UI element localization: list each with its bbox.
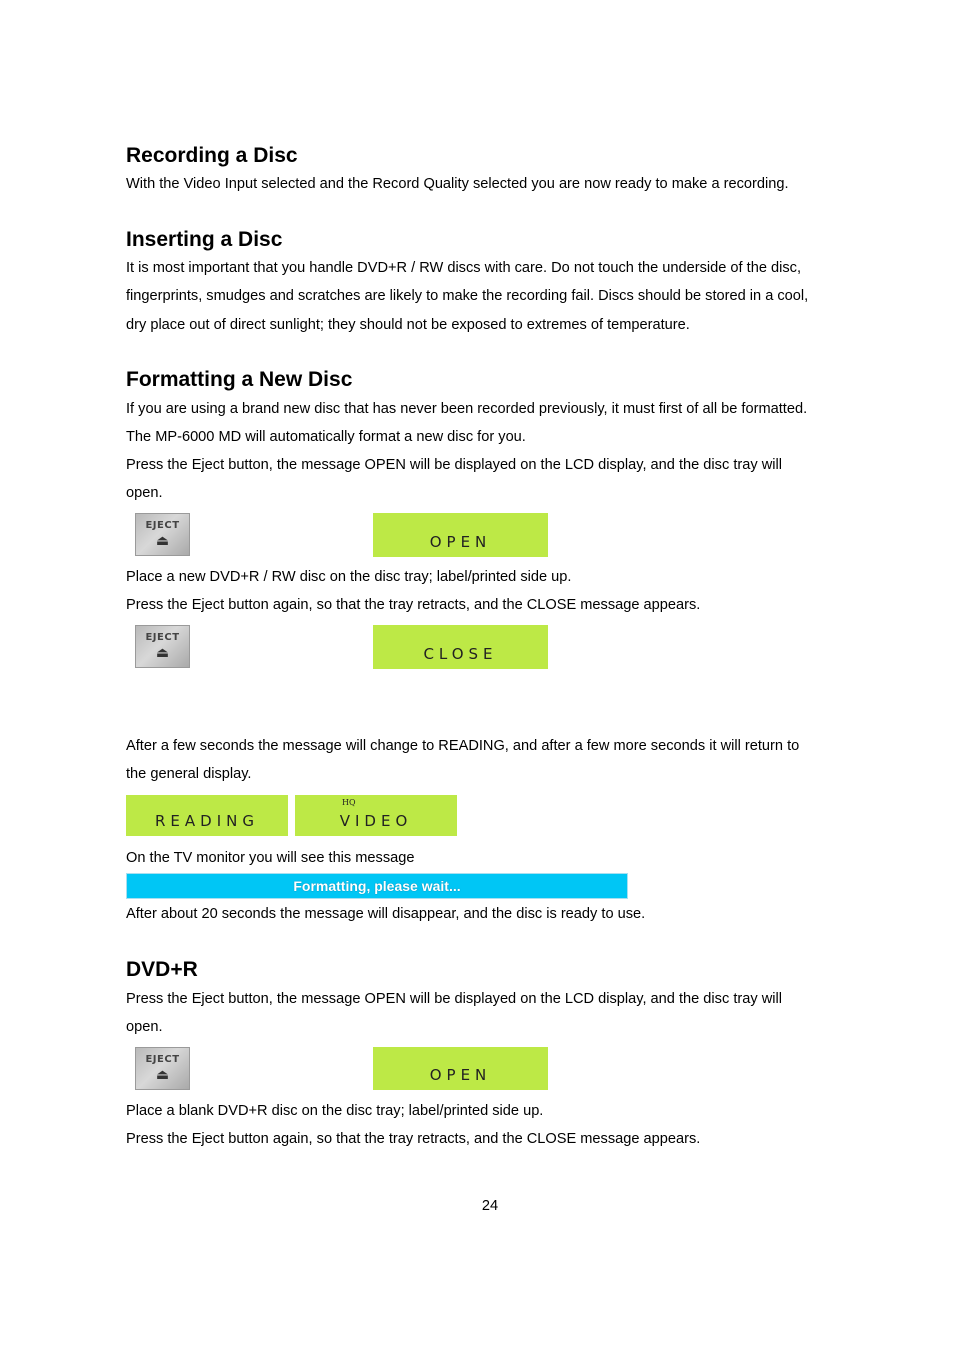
lcd-open-display bbox=[373, 513, 548, 557]
formatting-line-5: Place a new DVD+R / RW disc on the disc tray; label/printed side up. bbox=[126, 569, 572, 585]
lcd-reading-display bbox=[126, 795, 288, 836]
dvdr-line-3: Place a blank DVD+R disc on the disc tray; label/printed side up. bbox=[126, 1103, 544, 1119]
formatting-line-6: Press the Eject button again, so that the tray retracts, and the CLOSE message appears. bbox=[126, 597, 701, 613]
lcd-open-display bbox=[373, 1047, 548, 1090]
lcd-reading-text: READING bbox=[155, 812, 259, 830]
formatting-line-3: Press the Eject button, the message OPEN will be displayed on the LCD display, and the disc tray will bbox=[126, 457, 782, 473]
lcd-close-text: CLOSE bbox=[423, 645, 498, 663]
lcd-hq-indicator: HQ bbox=[342, 798, 356, 807]
inserting-line-3: dry place out of direct sunlight; they should not be exposed to extremes of temperature. bbox=[126, 317, 690, 333]
formatting-line-7: After a few seconds the message will change to READING, and after a few more seconds it will return to bbox=[126, 738, 800, 754]
page-number: 24 bbox=[481, 1198, 499, 1214]
inserting-line-2: fingerprints, smudges and scratches are likely to make the recording fail. Discs should be stored in a cool, bbox=[126, 288, 809, 304]
lcd-open-text: OPEN bbox=[429, 1066, 492, 1084]
eject-label: EJECT bbox=[145, 632, 180, 643]
dvdr-line-1: Press the Eject button, the message OPEN will be displayed on the LCD display, and the disc tray will bbox=[126, 991, 782, 1007]
eject-button-image bbox=[135, 1047, 190, 1090]
formatting-line-4: open. bbox=[126, 485, 163, 501]
tv-message-text: Formatting, please wait... bbox=[293, 878, 461, 894]
formatting-line-10: After about 20 seconds the message will disappear, and the disc is ready to use. bbox=[126, 906, 646, 922]
heading-formatting-a-new-disc: Formatting a New Disc bbox=[126, 368, 353, 391]
recording-paragraph: With the Video Input selected and the Record Quality selected you are now ready to make a recording. bbox=[126, 176, 789, 192]
eject-icon: ⏏ bbox=[155, 1066, 170, 1082]
dvdr-line-2: open. bbox=[126, 1019, 163, 1035]
formatting-line-8: the general display. bbox=[126, 766, 252, 782]
heading-recording-a-disc: Recording a Disc bbox=[126, 144, 298, 167]
lcd-video-display bbox=[295, 795, 457, 836]
eject-icon: ⏏ bbox=[155, 532, 170, 548]
formatting-line-1: If you are using a brand new disc that has never been recorded previously, it must first of all be formatted. bbox=[126, 401, 808, 417]
heading-dvd-r: DVD+R bbox=[126, 958, 198, 981]
eject-icon: ⏏ bbox=[155, 644, 170, 660]
eject-label: EJECT bbox=[145, 1054, 180, 1065]
formatting-line-2: The MP-6000 MD will automatically format a new disc for you. bbox=[126, 429, 526, 445]
lcd-close-display bbox=[373, 625, 548, 669]
eject-button-image bbox=[135, 513, 190, 556]
dvdr-line-4: Press the Eject button again, so that the tray retracts, and the CLOSE message appears. bbox=[126, 1131, 701, 1147]
eject-label: EJECT bbox=[145, 520, 180, 531]
lcd-video-text: VIDEO bbox=[339, 812, 413, 830]
heading-inserting-a-disc: Inserting a Disc bbox=[126, 228, 283, 251]
formatting-line-9: On the TV monitor you will see this message bbox=[126, 850, 415, 866]
inserting-line-1: It is most important that you handle DVD+R / RW discs with care. Do not touch the underside of the disc, bbox=[126, 260, 802, 276]
eject-button-image bbox=[135, 625, 190, 668]
tv-formatting-message bbox=[126, 873, 628, 899]
lcd-open-text: OPEN bbox=[429, 533, 492, 551]
